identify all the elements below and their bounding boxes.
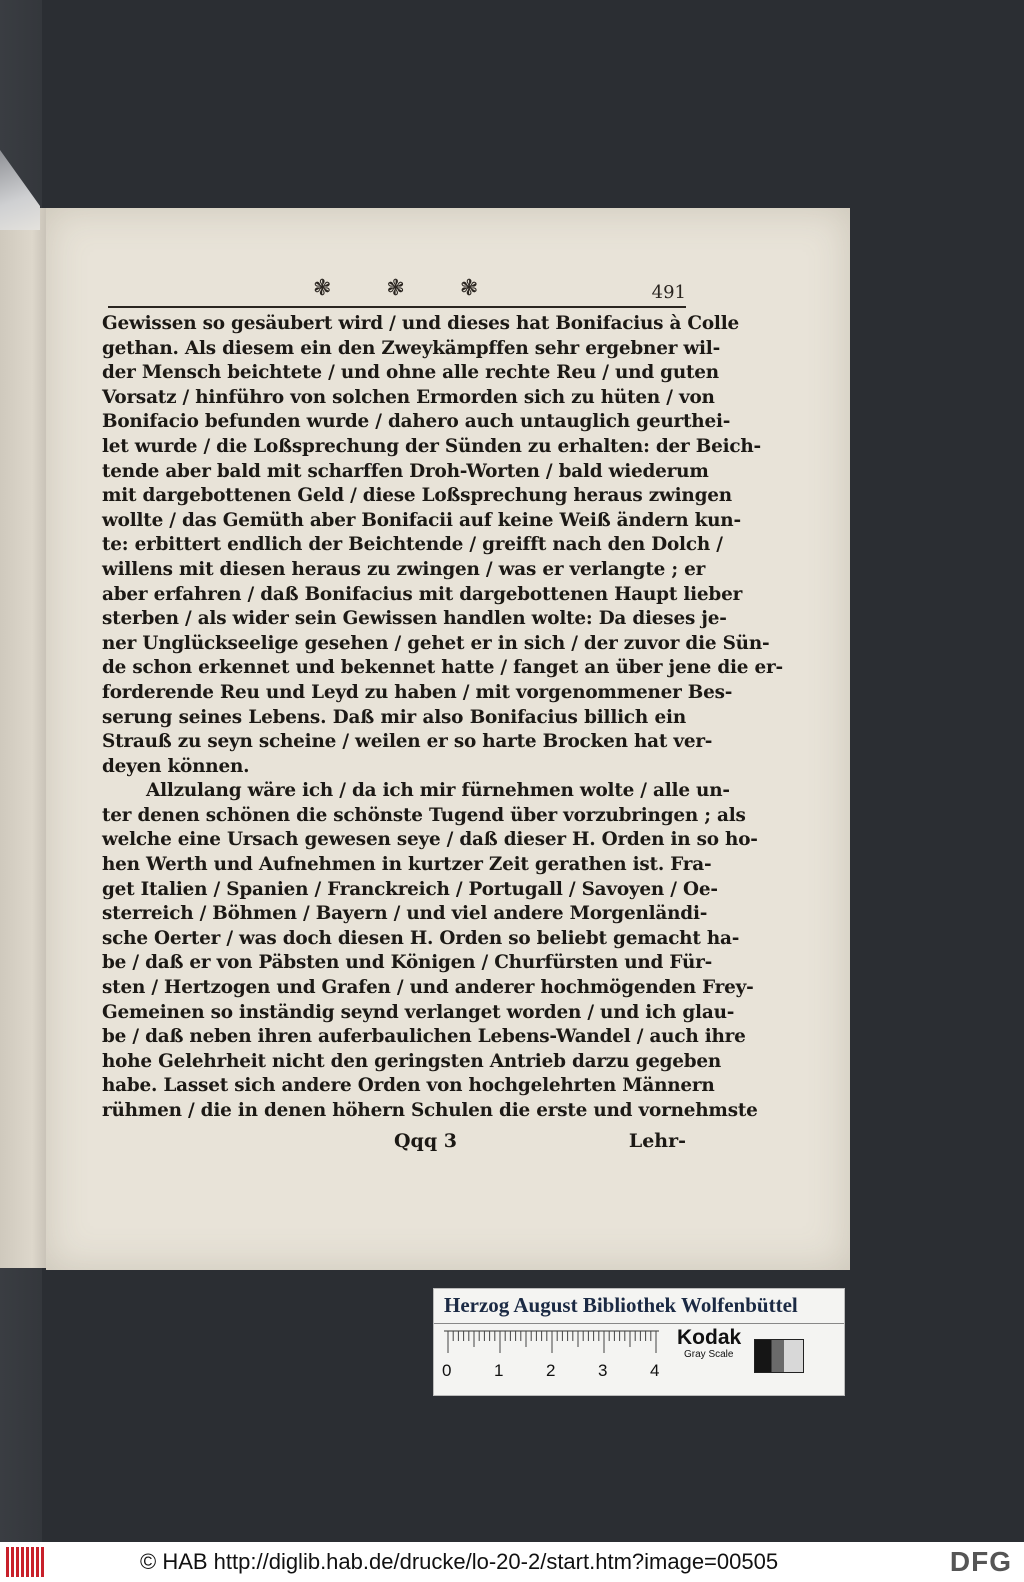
text-line: ner Unglückseelige gesehen / gehet er in sich / der zuvor die Sün- [102,632,770,654]
library-label-card [433,1288,845,1396]
text-line: willens mit diesen heraus zu zwingen / was er verlangte ; er [102,558,706,580]
text-line: get Italien / Spanien / Franckreich / Portugall / Savoyen / Oe- [102,878,718,900]
hab-barcode-icon [6,1547,46,1577]
body-text [102,312,783,1124]
catchword: Lehr- [628,1130,686,1152]
text-line: Vorsatz / hinführo von solchen Ermorden sich zu hüten / von [102,386,715,408]
text-line: Gemeinen so inständig seynd verlanget worden / und ich glau- [102,1001,735,1023]
text-line: be / daß neben ihren auferbaulichen Lebens-Wandel / auch ihre [102,1026,746,1048]
copyright-link[interactable]: © HAB http://diglib.hab.de/drucke/lo-20-2/start.htm?image=00505 [140,1549,779,1574]
text-line: ter denen schönen die schönste Tugend über vorzubringen ; als [102,804,746,826]
ruler-number: 3 [598,1361,608,1380]
text-line: Allzulang wäre ich / da ich mir fürnehmen wolte / alle un- [146,780,730,802]
page-footer [102,1130,686,1160]
header-ornaments: ❃ ❃ ❃ [313,276,503,301]
ruler-numbers [442,1361,672,1383]
ruler-scale [444,1329,659,1353]
text-line: Strauß zu seyn scheine / weilen er so harte Brocken hat ver- [102,731,713,753]
text-line: Gewissen so gesäubert wird / und dieses hat Bonifacius à Colle [102,313,740,334]
gray-scale-patch [754,1339,804,1373]
gray-scale-label: Gray Scale [684,1349,734,1360]
text-line: be / daß er von Päbsten und Königen / Churfürsten und Für- [102,952,713,974]
text-line: deyen können. [102,755,250,777]
text-line: aber erfahren / daß Bonifacius mit dargebottenen Haupt lieber [102,583,743,605]
kodak-logo: Kodak [677,1326,742,1349]
text-line: hen Werth und Aufnehmen in kurtzer Zeit gerathen ist. Fra- [102,854,712,876]
text-line: sten / Hertzogen und Grafen / und anderer hochmögenden Frey- [102,977,754,999]
ruler-number: 4 [650,1361,660,1380]
text-line: sche Oerter / was doch diesen H. Orden so beliebt gemacht ha- [102,927,740,949]
page-number: 491 [651,282,686,303]
ruler-number: 1 [494,1361,504,1380]
text-line: gethan. Als diesem ein den Zweykämpffen sehr ergebner wil- [102,337,721,359]
dfg-logo: DFG [949,1546,1012,1577]
footer-bar [0,1542,1024,1582]
text-line: Bonifacio befunden wurde / dahero auch untauglich geurthei- [102,411,731,433]
text-line: serung seines Lebens. Daß mir also Bonifacius billich ein [102,706,686,728]
text-line: hohe Gelehrheit nicht den geringsten Antrieb darzu gegeben [102,1050,722,1072]
text-line: te: erbittert endlich der Beichtende / greifft nach den Dolch / [102,534,723,556]
text-line: rühmen / die in denen höhern Schulen die erste und vornehmste [102,1100,758,1121]
text-line: mit dargebottenen Geld / diese Loßsprechung heraus zwingen [102,485,732,507]
ruler-number: 2 [546,1361,556,1380]
text-line: habe. Lasset sich andere Orden von hochgelehrten Männern [102,1075,715,1097]
text-line: de schon erkennet und bekennet hatte / fanget an über jene die er- [102,657,783,679]
text-line: der Mensch beichtete / und ohne alle rechte Reu / und guten [102,362,719,384]
header-rule [108,306,686,308]
text-line: tende aber bald mit scharffen Droh-Worten / bald wiederum [102,460,709,482]
signature-mark: Qqq 3 [394,1130,457,1152]
library-name: Herzog August Bibliothek Wolfenbüttel [444,1293,798,1317]
card-divider [434,1323,844,1324]
text-line: forderende Reu und Leyd zu haben / mit vorgenommener Bes- [102,681,733,703]
text-line: sterreich / Böhmen / Bayern / und viel andere Morgenländi- [102,903,708,925]
text-line: welche eine Ursach gewesen seye / daß dieser H. Orden in so ho- [102,829,758,851]
ruler-number: 0 [442,1361,452,1380]
page-header [108,276,686,308]
text-line: sterben / als wider sein Gewissen handlen wolte: Da dieses je- [102,608,727,630]
text-line: wollte / das Gemüth aber Bonifacii auf keine Weiß ändern kun- [102,509,741,531]
facing-page-edge [0,208,46,1268]
text-line: let wurde / die Loßsprechung der Sünden zu erhalten: der Beich- [102,435,761,457]
